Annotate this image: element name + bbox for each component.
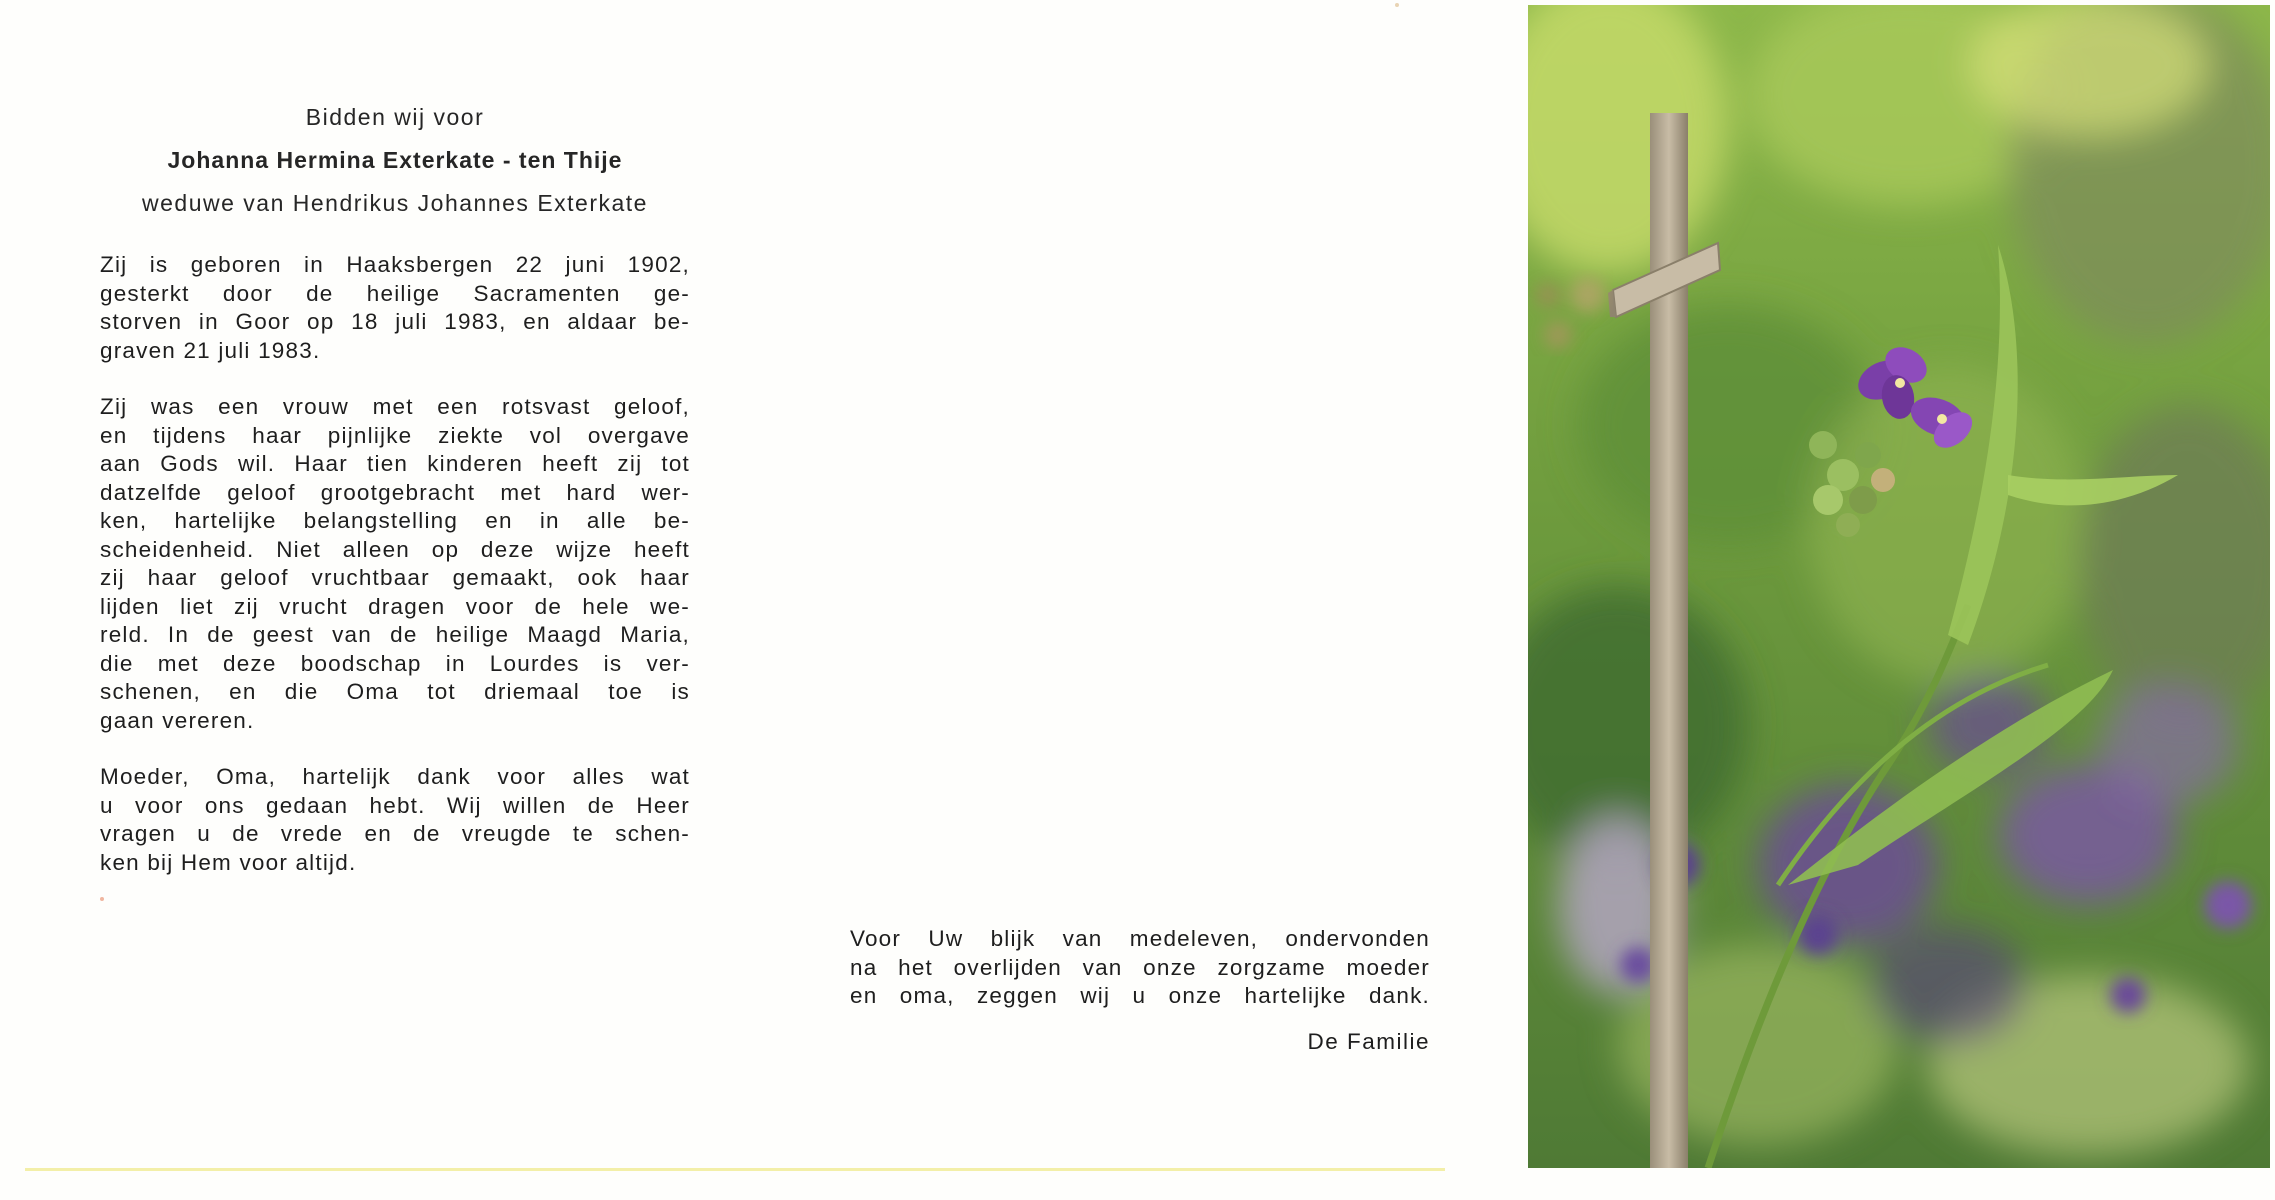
text-line: datzelfde geloof grootgebracht met hard wer- [100,479,690,505]
text-line: zij haar geloof vruchtbaar gemaakt, ook haar [100,565,690,590]
text-line: lijden liet zij vrucht dragen voor de hele we- [100,593,690,619]
text-line: scheidenheid. Niet alleen op deze wijze heeft [100,536,690,562]
text-line: vragen u de vrede en de vreugde te schen- [100,821,690,846]
text-line: reld. In de geest van de heilige Maagd Maria, [100,622,690,647]
text-line: gaan vereren. [100,707,255,733]
gratitude-paragraph [100,763,690,877]
deceased-name: Johanna Hermina Exterkate - ten Thije [167,147,623,173]
faith-paragraph [100,393,690,735]
text-line: en tijdens haar pijnlijke ziekte vol overgave [100,422,690,448]
text-line: ken bij Hem voor altijd. [100,849,357,875]
widow-of-line: weduwe van Hendrikus Johannes Exterkate [142,190,648,216]
text-line: Moeder, Oma, hartelijk dank voor alles wat [100,764,690,789]
signature: De Familie [1307,1028,1430,1054]
photo-illustration [1528,5,2270,1168]
text-line: u voor ons gedaan hebt. Wij willen de Heer [100,792,690,818]
left-text-panel [100,95,690,877]
text-line: aan Gods wil. Haar tien kinderen heeft zij tot [100,451,690,476]
paper-speck [100,897,104,901]
cross-flower-photo [1528,5,2270,1168]
intro-line: Bidden wij voor [305,104,485,130]
text-line: Voor Uw blijk van medeleven, ondervonden [850,926,1430,951]
thanks-block [850,925,1430,1055]
paper-speck [1395,3,1399,7]
text-line: Zij is geboren in Haaksbergen 22 juni 1902, [100,252,690,277]
text-line: graven 21 juli 1983. [100,337,321,363]
text-line: storven in Goor op 18 juli 1983, en aldaar be- [100,309,690,334]
card-edge-line [25,1168,1445,1171]
birth-death-paragraph [100,251,690,365]
text-line: die met deze boodschap in Lourdes is ver- [100,650,690,676]
text-line: na het overlijden van onze zorgzame moeder [850,954,1430,980]
text-line: Zij was een vrouw met een rotsvast geloof, [100,394,690,419]
text-line: schenen, en die Oma tot driemaal toe is [100,679,690,704]
text-line: gesterkt door de heilige Sacramenten ge- [100,280,690,306]
text-line: en oma, zeggen wij u onze hartelijke dank. [850,983,1430,1008]
text-line: ken, hartelijke belangstelling en in alle be- [100,508,690,533]
